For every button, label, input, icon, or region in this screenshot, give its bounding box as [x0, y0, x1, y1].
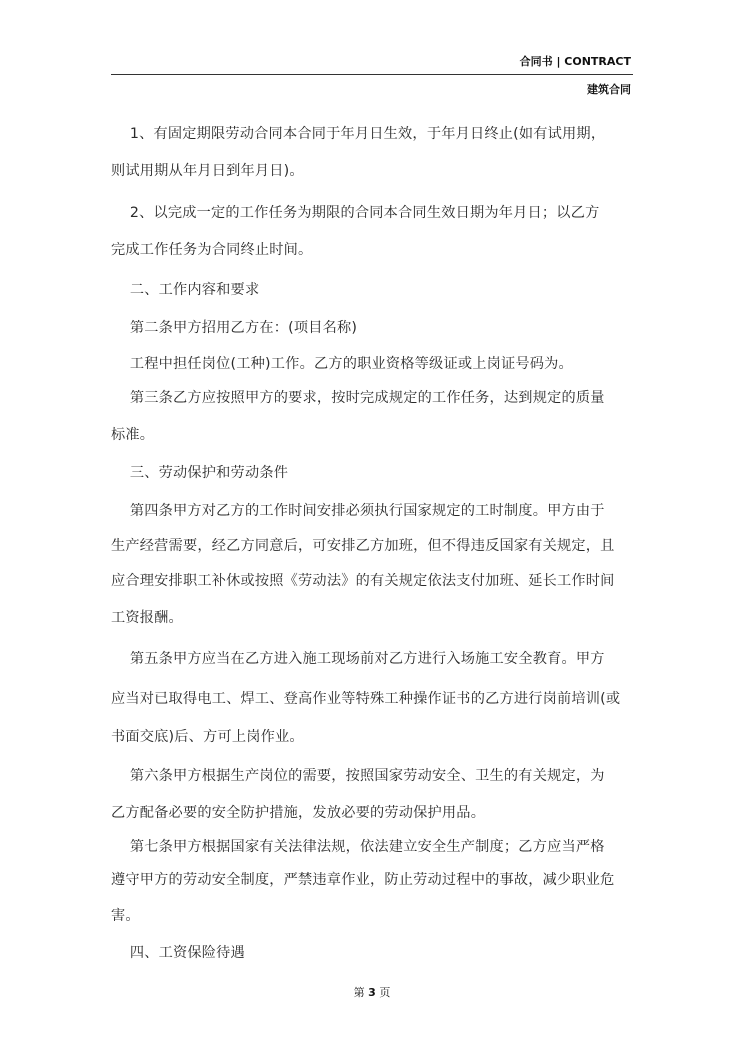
header-subtitle: 建筑合同	[587, 83, 631, 96]
body-line: 工资报酬。	[111, 610, 183, 626]
body-line: 标准。	[111, 427, 155, 443]
body-line: 完成工作任务为合同终止时间。	[111, 242, 313, 258]
body-line: 乙方配备必要的安全防护措施，发放必要的劳动保护用品。	[111, 805, 486, 821]
body-line: 遵守甲方的劳动安全制度，严禁违章作业，防止劳动过程中的事故，减少职业危	[111, 872, 615, 888]
body-line: 第二条甲方招用乙方在：(项目名称)	[111, 320, 358, 336]
body-line: 2、以完成一定的工作任务为期限的合同本合同生效日期为年月日；以乙方	[111, 205, 600, 221]
section-heading: 二、工作内容和要求	[111, 282, 260, 298]
body-line: 则试用期从年月日到年月日)。	[111, 163, 304, 179]
body-line: 工程中担任岗位(工种)工作。乙方的职业资格等级证或上岗证号码为。	[111, 356, 573, 372]
section-heading: 四、工资保险待遇	[111, 945, 245, 961]
page-footer	[0, 984, 744, 1000]
header-rule	[111, 74, 633, 75]
body-line: 第四条甲方对乙方的工作时间安排必须执行国家规定的工时制度。甲方由于	[111, 503, 605, 519]
body-line: 1、有固定期限劳动合同本合同于年月日生效，于年月日终止(如有试用期，	[111, 126, 606, 142]
body-line: 书面交底)后、方可上岗作业。	[111, 729, 304, 745]
body-line: 应合理安排职工补休或按照《劳动法》的有关规定依法支付加班、延长工作时间	[111, 573, 615, 589]
header-title: 合同书 | CONTRACT	[519, 55, 631, 68]
body-line: 应当对已取得电工、焊工、登高作业等特殊工种操作证书的乙方进行岗前培训(或	[111, 691, 621, 707]
body-line: 生产经营需要，经乙方同意后，可安排乙方加班，但不得违反国家有关规定，且	[111, 538, 615, 554]
section-heading: 三、劳动保护和劳动条件	[111, 465, 289, 481]
body-line: 第六条甲方根据生产岗位的需要，按照国家劳动安全、卫生的有关规定，为	[111, 768, 605, 784]
body-line: 害。	[111, 908, 140, 924]
body-line: 第三条乙方应按照甲方的要求，按时完成规定的工作任务，达到规定的质量	[111, 390, 605, 406]
body-line: 第五条甲方应当在乙方进入施工现场前对乙方进行入场施工安全教育。甲方	[111, 651, 605, 667]
body-line: 第七条甲方根据国家有关法律法规，依法建立安全生产制度；乙方应当严格	[111, 839, 605, 855]
page-label-prefix: 第	[353, 986, 365, 999]
page-number: 3	[368, 986, 376, 999]
page-label-suffix: 页	[379, 986, 391, 999]
